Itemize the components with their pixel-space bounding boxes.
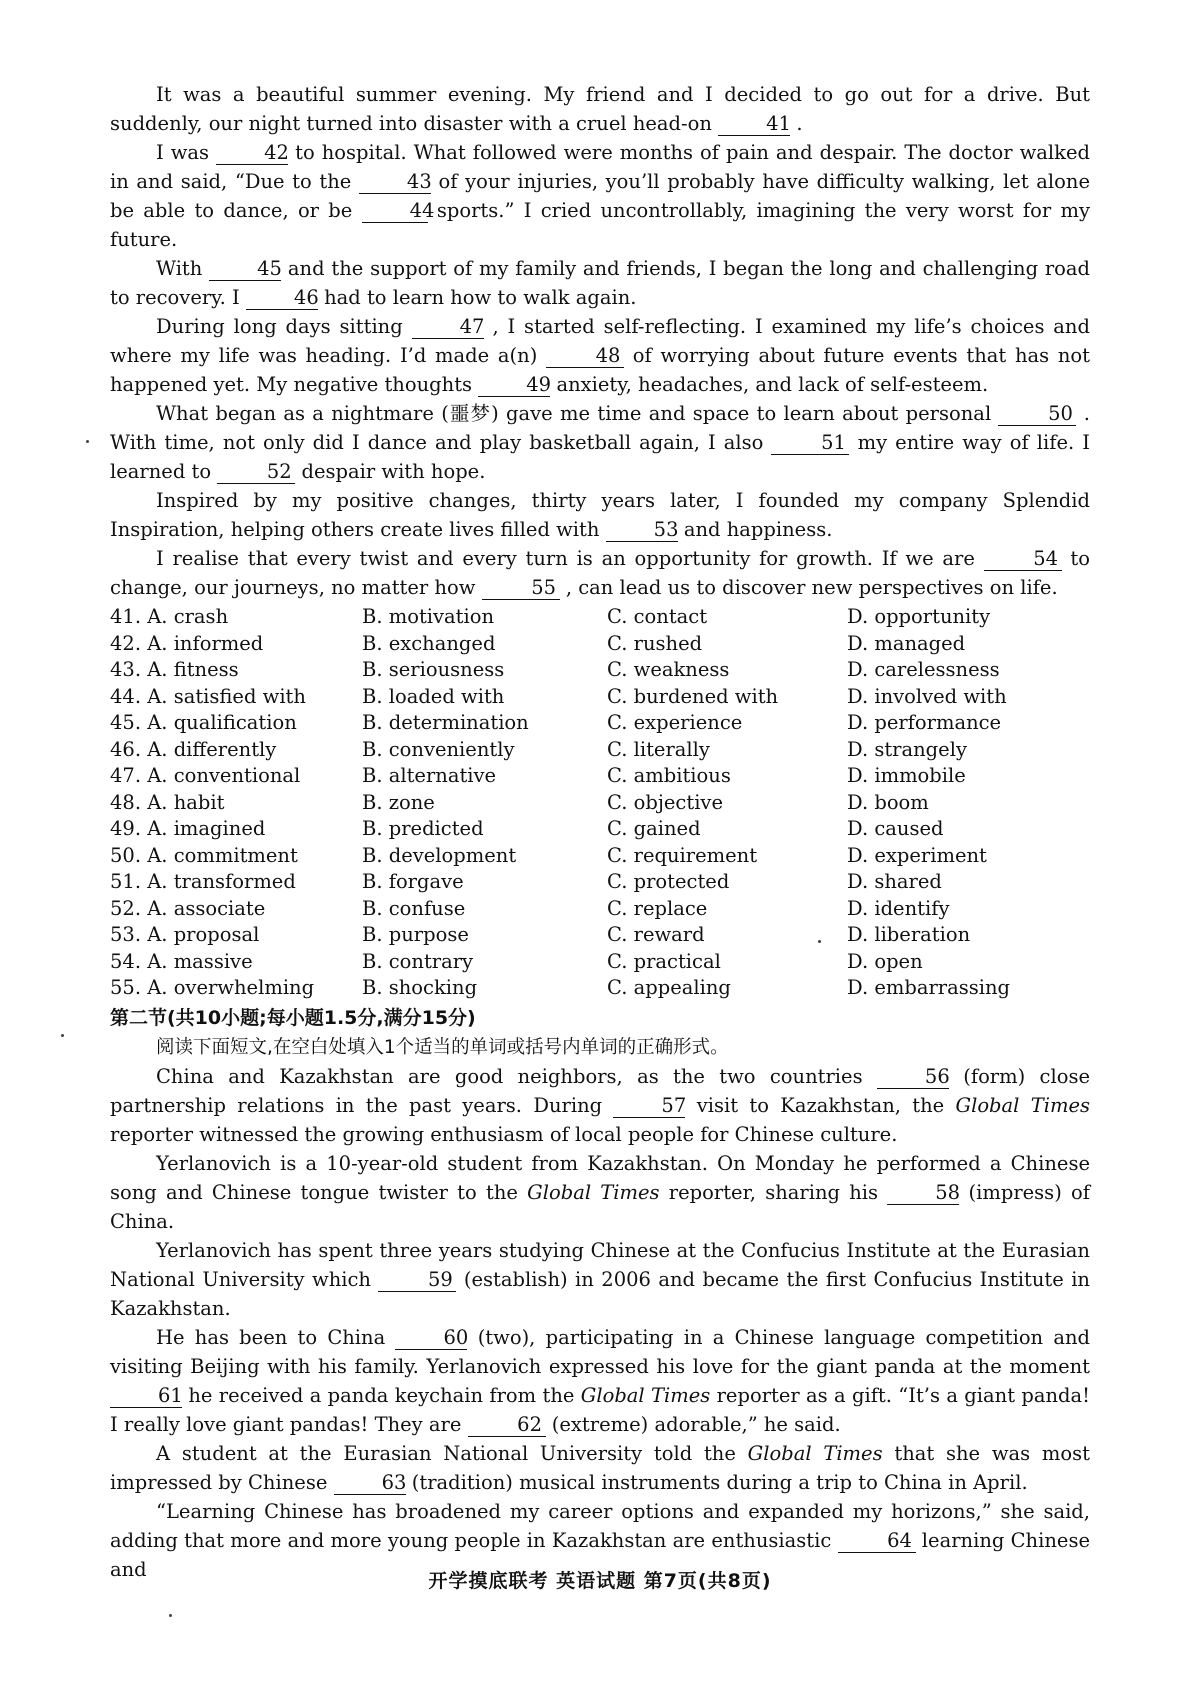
- text-run: anxiety, headaches, and lack of self-esteem.: [550, 373, 989, 396]
- cloze-options: [110, 604, 1090, 1002]
- option-row: [110, 657, 1090, 684]
- text-run: . With time, not only did I dance and play basketball again, I also: [110, 402, 1090, 454]
- option-choice[interactable]: B. exchanged: [362, 631, 496, 655]
- option-choice[interactable]: C. protected: [607, 870, 730, 893]
- option-row: [110, 684, 1090, 711]
- option-choice[interactable]: 49. A. imagined: [110, 817, 266, 840]
- answer-blank[interactable]: 52: [217, 461, 295, 484]
- option-choice[interactable]: C. literally: [607, 737, 710, 761]
- paragraph: [110, 138, 1090, 254]
- option-choice[interactable]: B. development: [362, 843, 517, 867]
- text-run: Yerlanovich has spent three years studying Chinese at the Confucius Institute at the Eurasian National University which: [110, 1238, 1090, 1291]
- text-run: to hospital. What followed were months of pain and despair. The doctor walked in and said, “Due to the: [110, 141, 1090, 193]
- option-row: [110, 790, 1090, 817]
- option-row: [110, 816, 1090, 843]
- publication-name: Global Times: [580, 1383, 711, 1407]
- option-row: [110, 710, 1090, 737]
- option-choice[interactable]: C. objective: [607, 790, 723, 814]
- option-choice[interactable]: B. forgave: [362, 870, 464, 893]
- text-run: had to learn how to walk again.: [317, 286, 637, 309]
- answer-blank[interactable]: 60: [395, 1327, 467, 1350]
- exam-page: [110, 80, 1090, 1584]
- paragraph: [110, 312, 1090, 399]
- option-choice[interactable]: B. loaded with: [362, 684, 505, 708]
- publication-name: Global Times: [955, 1093, 1090, 1117]
- option-choice[interactable]: 50. A. commitment: [110, 843, 298, 867]
- option-choice[interactable]: D. carelessness: [847, 658, 1000, 681]
- text-run: reporter as a gift. “It’s a giant panda! I really love giant pandas! They are: [110, 1383, 1090, 1436]
- option-row: [110, 922, 1090, 949]
- answer-blank[interactable]: 44: [362, 200, 428, 223]
- option-choice[interactable]: C. rushed: [607, 631, 703, 655]
- text-run: that she was most impressed by Chinese: [110, 1441, 1090, 1494]
- answer-blank[interactable]: 50: [998, 403, 1076, 426]
- answer-blank[interactable]: 47: [412, 316, 484, 339]
- option-choice[interactable]: B. alternative: [362, 764, 497, 787]
- text-run: learning Chinese and: [110, 1528, 1090, 1581]
- option-row: [110, 604, 1090, 631]
- option-choice[interactable]: 46. A. differently: [110, 737, 277, 761]
- answer-blank[interactable]: 61: [110, 1385, 182, 1408]
- option-choice[interactable]: B. motivation: [362, 605, 495, 628]
- option-choice[interactable]: B. zone: [362, 790, 435, 814]
- text-run: I was: [156, 141, 217, 164]
- option-row: [110, 631, 1090, 658]
- paragraph: [110, 399, 1090, 486]
- text-run: During long days sitting: [156, 315, 412, 338]
- option-choice[interactable]: 48. A. habit: [110, 790, 225, 814]
- text-run: (impress) of China.: [110, 1180, 1090, 1233]
- paragraph: [110, 1149, 1090, 1236]
- publication-name: Global Times: [747, 1441, 883, 1465]
- answer-blank[interactable]: 63: [334, 1472, 406, 1495]
- publication-name: Global Times: [527, 1180, 660, 1204]
- paragraph: [110, 544, 1090, 602]
- text-run: (form) close partnership relations in the past years. During: [110, 1064, 1090, 1117]
- option-choice[interactable]: D. embarrassing: [847, 976, 1011, 999]
- text-run: What began as a nightmare (噩梦) gave me time and space to learn about personal: [156, 402, 999, 425]
- option-choice[interactable]: B. determination: [362, 711, 529, 734]
- option-choice[interactable]: 43. A. fitness: [110, 658, 239, 681]
- text-run: (tradition) musical instruments during a trip to China in April.: [405, 1470, 1028, 1494]
- option-row: [110, 843, 1090, 870]
- grammar-passage: [110, 1062, 1090, 1584]
- answer-blank[interactable]: 49: [478, 374, 550, 397]
- option-choice[interactable]: 42. A. informed: [110, 631, 264, 655]
- answer-blank[interactable]: 54: [984, 548, 1062, 571]
- answer-blank[interactable]: 58: [887, 1182, 959, 1205]
- paragraph: [110, 486, 1090, 544]
- text-run: It was a beautiful summer evening. My friend and I decided to go out for a drive. But suddenly, our night turned into disaster with a cruel head-on: [110, 83, 1090, 135]
- answer-blank[interactable]: 62: [468, 1414, 546, 1437]
- cloze-passage: [110, 80, 1090, 602]
- section-heading: 第二节(共10小题;每小题1.5分,满分15分): [110, 1006, 476, 1029]
- option-choice[interactable]: C. burdened with: [607, 684, 779, 708]
- text-run: of your injuries, you’ll probably have difficulty walking, let alone be able to dance, or be: [110, 170, 1090, 222]
- option-choice[interactable]: D. involved with: [847, 684, 1007, 708]
- option-choice[interactable]: 44. A. satisfied with: [110, 684, 306, 708]
- option-choice[interactable]: B. purpose: [362, 923, 469, 946]
- option-choice[interactable]: D. performance: [847, 711, 1002, 734]
- answer-blank[interactable]: 48: [546, 345, 624, 368]
- option-choice[interactable]: B. predicted: [362, 817, 484, 840]
- paragraph: [110, 1236, 1090, 1323]
- option-row: [110, 949, 1090, 976]
- option-choice[interactable]: D. open: [847, 949, 923, 973]
- text-run: Yerlanovich is a 10-year-old student from Kazakhstan. On Monday he performed a Chinese song and Chinese tongue twister to the: [110, 1151, 1090, 1204]
- text-run: , I started self-reflecting. I examined my life’s choices and where my life was heading. I’d made a(n): [110, 315, 1090, 367]
- answer-blank[interactable]: 41: [718, 113, 790, 136]
- text-run: China and Kazakhstan are good neighbors, as the two countries: [156, 1064, 877, 1088]
- option-choice[interactable]: 55. A. overwhelming: [110, 976, 315, 999]
- answer-blank[interactable]: 51: [771, 432, 849, 455]
- option-row: [110, 869, 1090, 896]
- text-run: (extreme) adorable,” he said.: [545, 1412, 841, 1436]
- page-footer: 开学摸底联考 英语试题 第7页(共8页): [428, 1570, 772, 1592]
- option-choice[interactable]: D. identify: [847, 896, 950, 920]
- text-run: and the support of my family and friends, I began the long and challenging road to recovery. I: [110, 257, 1091, 309]
- answer-blank[interactable]: 59: [378, 1269, 456, 1292]
- scan-speck: [818, 940, 821, 943]
- text-run: reporter, sharing his: [659, 1180, 888, 1204]
- option-choice[interactable]: C. weakness: [607, 658, 730, 681]
- scan-speck: [61, 1034, 64, 1037]
- option-choice[interactable]: C. appealing: [607, 976, 731, 999]
- text-run: Inspired by my positive changes, thirty years later, I founded my company Splendid Inspiration, helping others create lives filled with: [110, 489, 1090, 541]
- option-choice[interactable]: D. shared: [847, 870, 942, 893]
- option-choice[interactable]: B. shocking: [362, 976, 478, 999]
- section-instruction: 阅读下面短文,在空白处填入1个适当的单词或括号内单词的正确形式。: [156, 1036, 729, 1058]
- option-choice[interactable]: C. gained: [607, 817, 701, 840]
- text-run: of worrying about future events that has not happened yet. My negative thoughts: [110, 344, 1090, 396]
- text-run: With: [156, 257, 210, 280]
- option-choice[interactable]: 45. A. qualification: [110, 711, 297, 734]
- paragraph: [110, 1062, 1090, 1149]
- option-choice[interactable]: D. liberation: [847, 923, 971, 946]
- option-choice[interactable]: C. practical: [607, 949, 721, 973]
- option-choice[interactable]: D. opportunity: [847, 605, 991, 628]
- option-choice[interactable]: C. ambitious: [607, 764, 731, 787]
- text-run: to change, our journeys, no matter how: [110, 547, 1090, 599]
- option-choice[interactable]: B. contrary: [362, 949, 474, 973]
- text-run: visit to Kazakhstan, the: [685, 1093, 956, 1117]
- text-run: A student at the Eurasian National University told the: [156, 1441, 748, 1465]
- option-choice[interactable]: D. caused: [847, 817, 944, 840]
- answer-blank[interactable]: 53: [606, 519, 678, 542]
- paragraph: [110, 1439, 1090, 1497]
- option-choice[interactable]: C. experience: [607, 711, 743, 734]
- scan-speck: [86, 440, 89, 443]
- option-choice[interactable]: D. boom: [847, 790, 929, 814]
- option-choice[interactable]: 51. A. transformed: [110, 870, 296, 893]
- option-row: [110, 763, 1090, 790]
- paragraph: [110, 1323, 1090, 1439]
- paragraph: [110, 254, 1090, 312]
- answer-blank[interactable]: 56: [877, 1066, 949, 1089]
- text-run: I realise that every twist and every turn is an opportunity for growth. If we are: [156, 547, 984, 570]
- option-choice[interactable]: B. conveniently: [362, 737, 515, 761]
- text-run: he received a panda keychain from the: [182, 1383, 581, 1407]
- text-run: and happiness.: [677, 518, 833, 541]
- scan-speck: [169, 1614, 172, 1617]
- option-choice[interactable]: B. seriousness: [362, 658, 505, 681]
- option-choice[interactable]: 52. A. associate: [110, 896, 266, 920]
- answer-blank[interactable]: 43: [359, 171, 431, 194]
- option-row: [110, 975, 1090, 1002]
- option-choice[interactable]: D. experiment: [847, 843, 987, 867]
- option-choice[interactable]: C. replace: [607, 896, 708, 920]
- option-choice[interactable]: C. contact: [607, 605, 708, 628]
- text-run: my entire way of life. I learned to: [110, 431, 1090, 483]
- text-run: , can lead us to discover new perspectives on life.: [559, 576, 1058, 599]
- answer-blank[interactable]: 55: [482, 577, 560, 600]
- text-run: (establish) in 2006 and became the first Confucius Institute in Kazakhstan.: [110, 1267, 1090, 1320]
- option-choice[interactable]: 47. A. conventional: [110, 764, 301, 787]
- answer-blank[interactable]: 57: [613, 1095, 685, 1118]
- text-run: He has been to China: [156, 1325, 396, 1349]
- option-choice[interactable]: 53. A. proposal: [110, 923, 260, 946]
- answer-blank[interactable]: 46: [246, 287, 318, 310]
- option-choice[interactable]: D. immobile: [847, 764, 966, 787]
- paragraph: [110, 80, 1090, 138]
- option-choice[interactable]: C. requirement: [607, 843, 758, 867]
- text-run: despair with hope.: [295, 460, 486, 483]
- option-choice[interactable]: B. confuse: [362, 896, 466, 920]
- text-run: .: [790, 112, 803, 135]
- option-choice[interactable]: 54. A. massive: [110, 949, 253, 973]
- option-choice[interactable]: D. strangely: [847, 737, 967, 761]
- answer-blank[interactable]: 45: [209, 258, 281, 281]
- answer-blank[interactable]: 42: [216, 142, 288, 165]
- text-run: reporter witnessed the growing enthusiasm of local people for Chinese culture.: [110, 1122, 898, 1146]
- text-run: (two), participating in a Chinese language competition and visiting Beijing with his family. Yerlanovich expressed his love for the giant panda at the moment: [110, 1325, 1091, 1378]
- option-choice[interactable]: D. managed: [847, 631, 966, 655]
- option-row: [110, 896, 1090, 923]
- option-row: [110, 737, 1090, 764]
- option-choice[interactable]: 41. A. crash: [110, 605, 229, 628]
- text-run: sports.” I cried uncontrollably, imagining the very worst for my future.: [110, 199, 1090, 251]
- option-choice[interactable]: C. reward: [607, 923, 705, 946]
- text-run: “Learning Chinese has broadened my career options and expanded my horizons,” she said, adding that more and more young people in Kazakhstan are enthusiastic: [110, 1499, 1090, 1552]
- answer-blank[interactable]: 64: [838, 1530, 916, 1553]
